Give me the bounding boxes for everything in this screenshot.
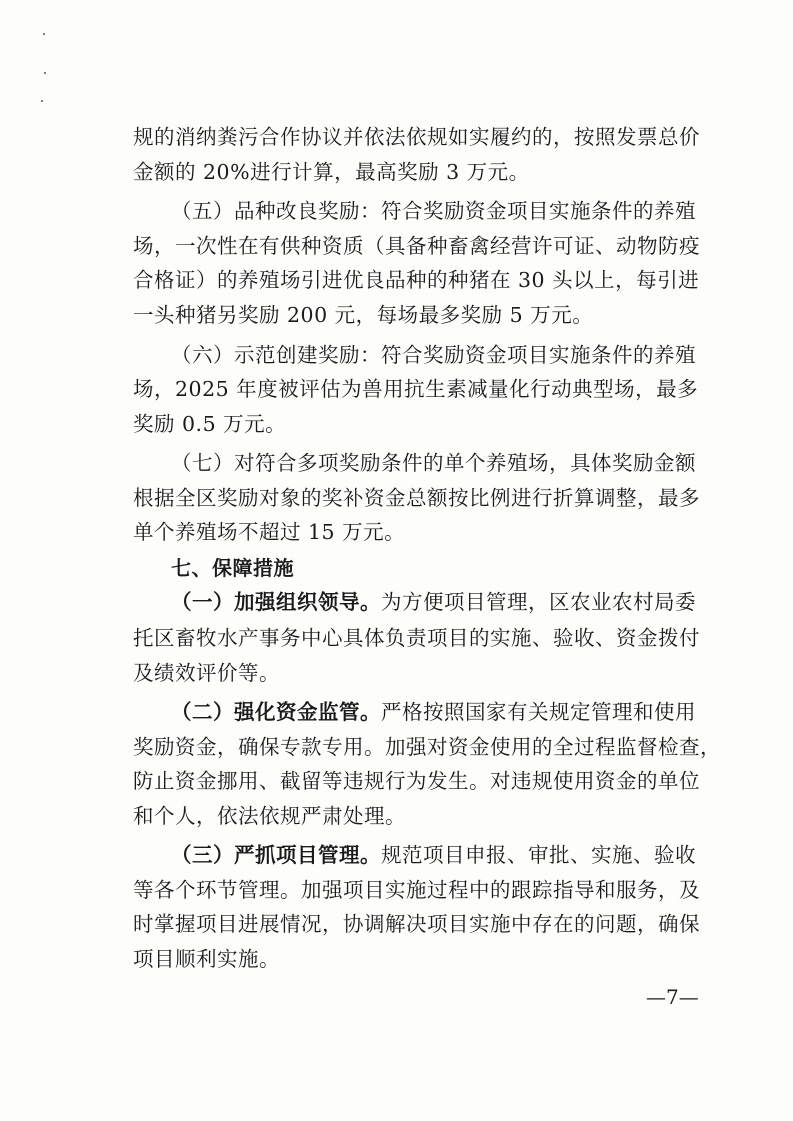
paragraph-line: 及绩效评价等。 [133, 661, 280, 685]
paragraph-line: 场，2025 年度被评估为兽用抗生素减量化行动典型场，最多 [133, 377, 699, 401]
paragraph-line: 规的消纳粪污合作协议并依法依规如实履约的，按照发票总价 [133, 125, 700, 149]
paragraph-line: 合格证）的养殖场引进优良品种的种猪在 30 头以上，每引进 [133, 268, 700, 292]
paragraph-line: （六）示范创建奖励：符合奖励资金项目实施条件的养殖 [171, 343, 696, 367]
section-heading: 七、保障措施 [171, 556, 294, 580]
paragraph-line: 根据全区奖励对象的奖补资金总额按比例进行折算调整，最多 [133, 486, 700, 510]
measure-first-line [171, 700, 696, 724]
paragraph-line: 防止资金挪用、截留等违规行为发生。对违规使用资金的单位 [133, 769, 700, 793]
scan-speck [41, 100, 43, 102]
paragraph-line: 金额的 20%进行计算，最高奖励 3 万元。 [133, 160, 530, 184]
paragraph-line: 和个人，依法依规严肃处理。 [133, 804, 406, 828]
paragraph-line: 项目顺利实施。 [133, 947, 280, 971]
scan-speck [44, 72, 46, 74]
paragraph-line: 一头种猪另奖励 200 元，每场最多奖励 5 万元。 [133, 303, 594, 327]
measure-text: 为方便项目管理，区农业农村局委 [381, 590, 696, 614]
paragraph-line: 时掌握项目进展情况，协调解决项目实施中存在的问题，确保 [133, 912, 700, 936]
measure-first-line [171, 843, 696, 867]
measure-lead: （一）加强组织领导。 [171, 590, 381, 614]
page-number: —7— [646, 985, 699, 1009]
paragraph-line: 托区畜牧水产事务中心具体负责项目的实施、验收、资金拨付 [133, 626, 700, 650]
paragraph-line: （五）品种改良奖励：符合奖励资金项目实施条件的养殖 [171, 199, 696, 223]
paragraph-line: 场，一次性在有供种资质（具备种畜禽经营许可证、动物防疫 [133, 234, 700, 258]
measure-lead: （三）严抓项目管理。 [171, 843, 381, 867]
measure-text: 严格按照国家有关规定管理和使用 [381, 700, 696, 724]
paragraph-line: 奖励资金，确保专款专用。加强对资金使用的全过程监督检查， [133, 735, 721, 759]
paragraph-line: 单个养殖场不超过 15 万元。 [133, 520, 406, 544]
measure-lead: （二）强化资金监管。 [171, 700, 381, 724]
measure-text: 规范项目申报、审批、实施、验收 [381, 843, 696, 867]
measure-first-line [171, 590, 696, 614]
paragraph-line: 奖励 0.5 万元。 [133, 412, 287, 436]
scan-speck [43, 33, 45, 35]
paragraph-line: 等各个环节管理。加强项目实施过程中的跟踪指导和服务，及 [133, 878, 700, 902]
paragraph-line: （七）对符合多项奖励条件的单个养殖场，具体奖励金额 [171, 451, 696, 475]
